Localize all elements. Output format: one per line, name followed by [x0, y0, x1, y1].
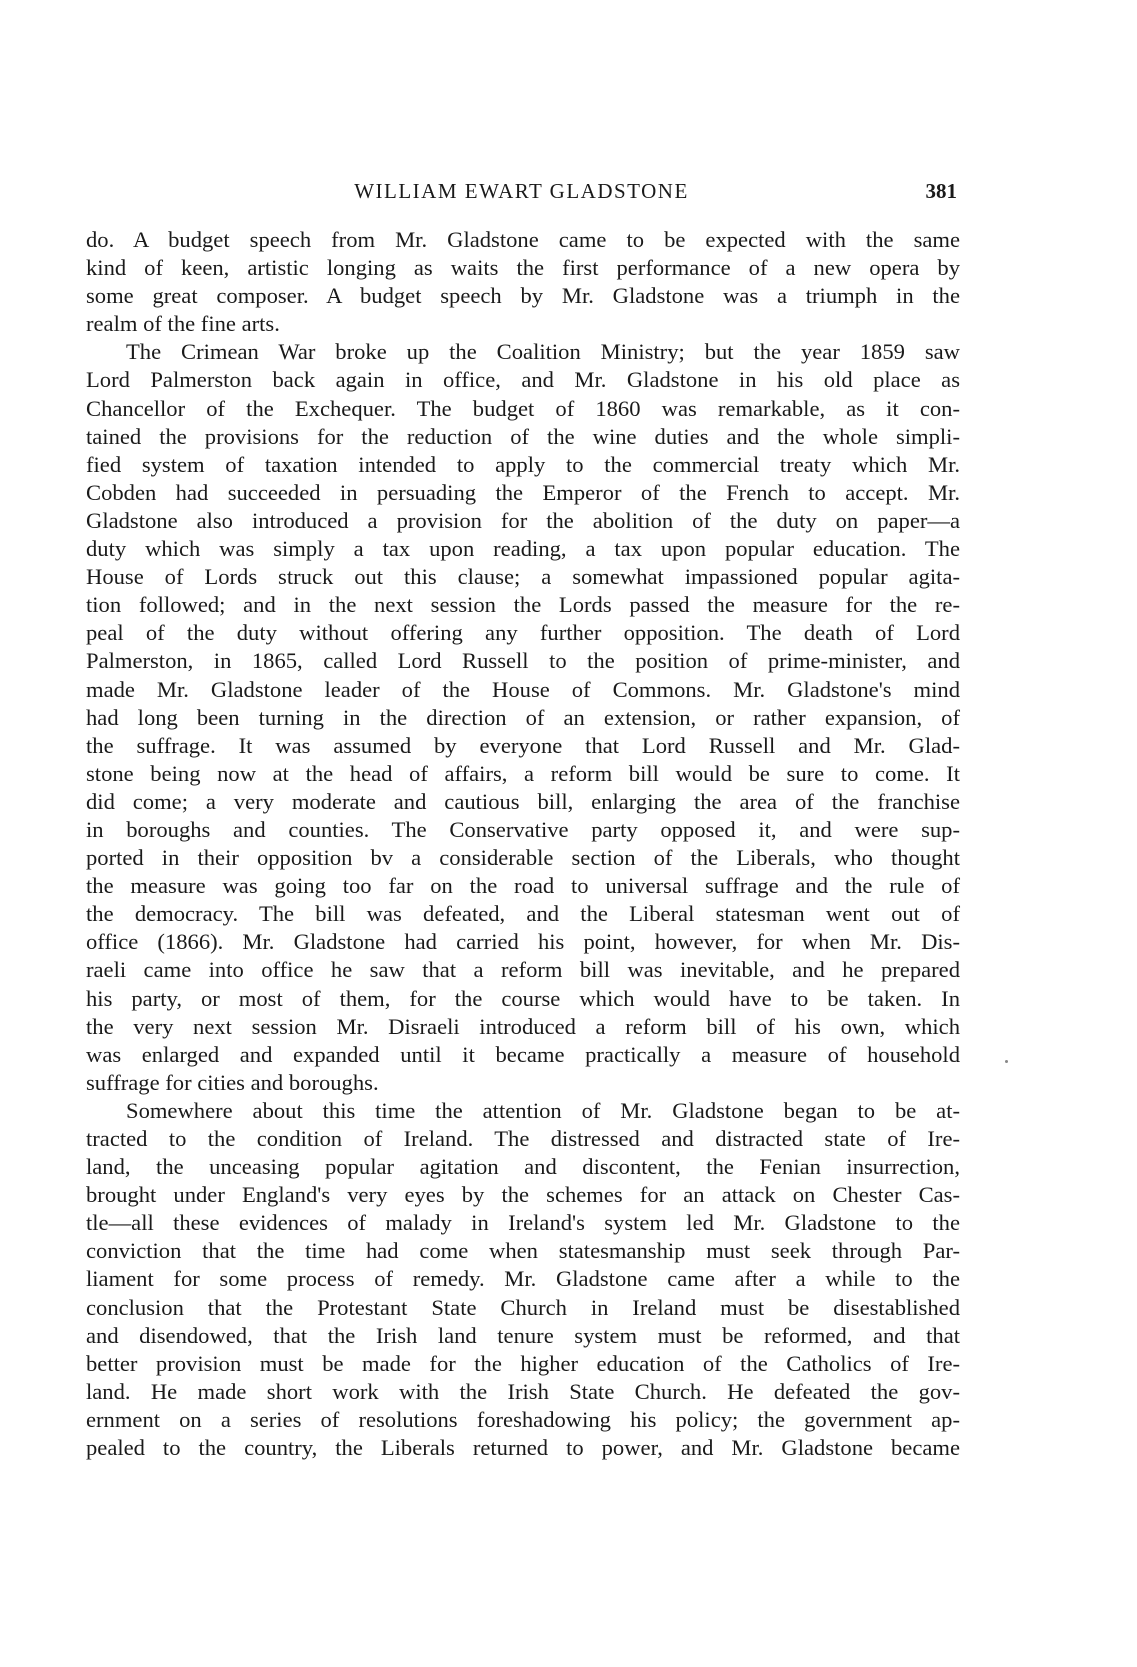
text-line: conclusion that the Protestant State Church in Ireland must be disestablished	[86, 1294, 960, 1320]
text-line: kind of keen, artistic longing as waits the first performance of a new opera by	[86, 255, 960, 281]
text-line: realm of the fine arts.	[86, 311, 280, 337]
text-line: the very next session Mr. Disraeli introduced a reform bill of his own, which	[86, 1013, 960, 1039]
text-line: the measure was going too far on the road to universal suffrage and the rule of	[86, 873, 960, 899]
text-line: the democracy. The bill was defeated, and the Liberal statesman went out of	[86, 901, 960, 927]
text-line: suffrage for cities and boroughs.	[86, 1069, 379, 1095]
text-line: tle—all these evidences of malady in Ireland's system led Mr. Gladstone to the	[86, 1210, 960, 1236]
running-head	[86, 176, 957, 206]
text-line: stone being now at the head of affairs, a reform bill would be sure to come. It	[86, 760, 960, 786]
text-line: liament for some process of remedy. Mr. Gladstone came after a while to the	[86, 1266, 960, 1292]
text-line: tracted to the condition of Ireland. The distressed and distracted state of Ire-	[86, 1126, 960, 1151]
text-line: House of Lords struck out this clause; a somewhat impassioned popular agita-	[86, 564, 960, 590]
text-line: better provision must be made for the higher education of the Catholics of Ire-	[86, 1350, 960, 1376]
page-number: 381	[925, 179, 957, 203]
text-line: Somewhere about this time the attention of Mr. Gladstone began to be at-	[126, 1097, 960, 1123]
text-line: peal of the duty without offering any further opposition. The death of Lord	[86, 620, 960, 646]
text-line: Palmerston, in 1865, called Lord Russell to the position of prime-minister, and	[86, 648, 960, 674]
text-line: tained the provisions for the reduction of the wine duties and the whole simpli-	[86, 423, 960, 449]
text-line: fied system of taxation intended to apply to the commercial treaty which Mr.	[86, 451, 960, 477]
text-line: had long been turning in the direction of an extension, or rather expansion, of	[86, 704, 960, 730]
paragraph	[86, 226, 960, 338]
text-line: conviction that the time had come when statesmanship must seek through Par-	[86, 1238, 960, 1264]
body-text	[86, 226, 960, 1462]
text-line: in boroughs and counties. The Conservative party opposed it, and were sup-	[86, 816, 960, 842]
paragraph	[86, 1097, 960, 1462]
text-line: was enlarged and expanded until it became practically a measure of household	[86, 1041, 960, 1067]
text-line: tion followed; and in the next session the Lords passed the measure for the re-	[86, 592, 960, 618]
text-line: land. He made short work with the Irish State Church. He defeated the gov-	[86, 1378, 960, 1404]
text-line: Chancellor of the Exchequer. The budget of 1860 was remarkable, as it con-	[86, 395, 960, 421]
text-line: Lord Palmerston back again in office, and Mr. Gladstone in his old place as	[86, 367, 960, 393]
text-line: and disendowed, that the Irish land tenure system must be reformed, and that	[86, 1322, 960, 1348]
text-line: his party, or most of them, for the course which would have to be taken. In	[86, 985, 960, 1011]
running-title: WILLIAM EWART GLADSTONE	[354, 179, 689, 203]
text-line: did come; a very moderate and cautious bill, enlarging the area of the franchise	[86, 788, 960, 814]
text-line: Gladstone also introduced a provision for the abolition of the duty on paper—a	[86, 507, 960, 533]
paragraph	[86, 338, 960, 1097]
text-line: pealed to the country, the Liberals returned to power, and Mr. Gladstone became	[86, 1435, 960, 1461]
text-line: land, the unceasing popular agitation and discontent, the Fenian insurrection,	[86, 1154, 960, 1180]
text-line: brought under England's very eyes by the schemes for an attack on Chester Cas-	[86, 1182, 960, 1208]
text-line: ernment on a series of resolutions foreshadowing his policy; the government ap-	[86, 1406, 960, 1432]
text-line: The Crimean War broke up the Coalition Ministry; but the year 1859 saw	[126, 339, 960, 365]
text-line: raeli came into office he saw that a reform bill was inevitable, and he prepared	[86, 957, 960, 983]
text-line: duty which was simply a tax upon reading, a tax upon popular education. The	[86, 536, 960, 562]
text-line: office (1866). Mr. Gladstone had carried his point, however, for when Mr. Dis-	[86, 929, 960, 955]
text-line: made Mr. Gladstone leader of the House of Commons. Mr. Gladstone's mind	[86, 676, 960, 702]
text-line: Cobden had succeeded in persuading the Emperor of the French to accept. Mr.	[86, 479, 960, 505]
text-line: do. A budget speech from Mr. Gladstone came to be expected with the same	[86, 227, 960, 252]
text-line: the suffrage. It was assumed by everyone that Lord Russell and Mr. Glad-	[86, 732, 960, 758]
stray-mark	[1005, 1060, 1008, 1063]
text-line: some great composer. A budget speech by Mr. Gladstone was a triumph in the	[86, 283, 960, 309]
text-line: ported in their opposition bv a considerable section of the Liberals, who thought	[86, 845, 960, 871]
